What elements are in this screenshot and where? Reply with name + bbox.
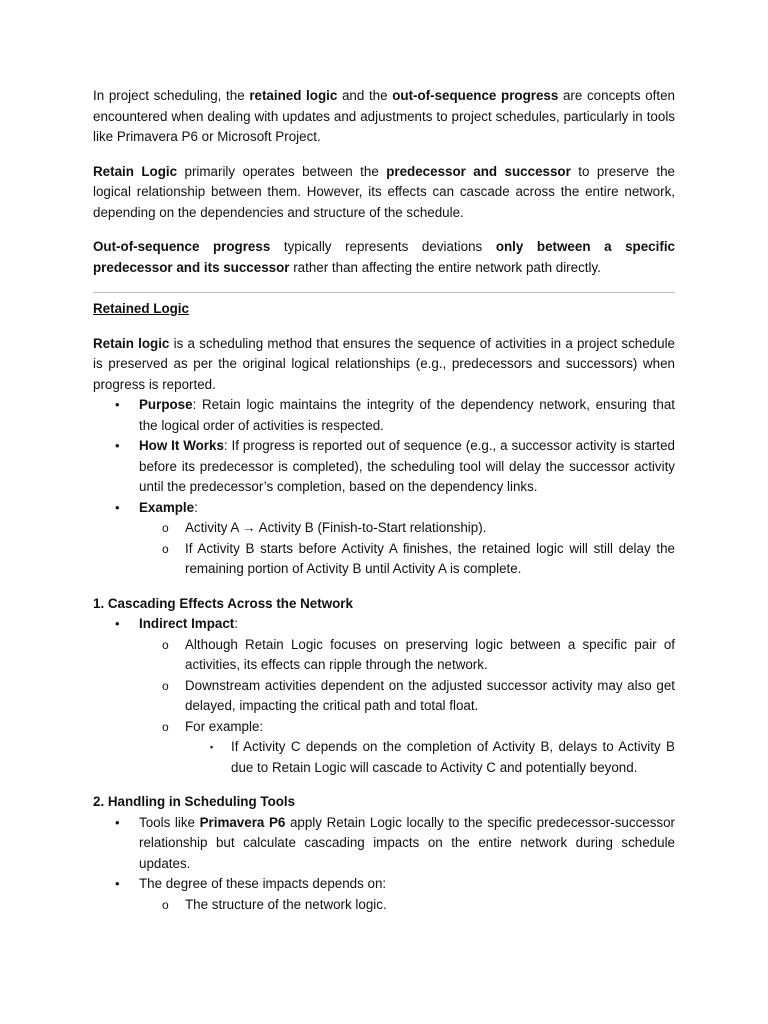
intro-paragraph-3 xyxy=(93,237,675,278)
sub-list-item xyxy=(139,518,675,539)
bold-term: Example xyxy=(139,499,195,515)
text-run: : Retain logic maintains the integrity of the dependency network, ensuring that the logical order of activities is respected. xyxy=(139,397,675,433)
text-run: primarily operates between the xyxy=(177,163,387,179)
section-heading-retained-logic: Retained Logic xyxy=(93,301,189,316)
bold-term: only between a specific predecessor and its successor xyxy=(93,239,675,275)
text-run: apply Retain Logic locally to the specific predecessor-successor relationship but calculate cascading impacts on the entire network during schedule updates. xyxy=(139,814,676,871)
sub-list-item xyxy=(139,676,675,717)
circle-bullet-icon: o xyxy=(162,678,169,693)
intro-paragraph-2 xyxy=(93,162,675,224)
text-run: If Activity B starts before Activity A finishes, the retained logic will still delay the remaining portion of Activity B until Activity A is complete. xyxy=(185,540,675,576)
text-run: typically represents deviations xyxy=(270,239,496,254)
list-item-purpose xyxy=(93,395,675,436)
text-run: : xyxy=(234,616,238,631)
sub-list-item xyxy=(139,895,675,916)
text-run: and the xyxy=(337,88,393,103)
bold-term: Primavera P6 xyxy=(199,814,286,830)
square-bullet-icon: ▪ xyxy=(210,742,214,752)
horizontal-divider xyxy=(93,292,675,293)
text-run: to preserve the logical relationship between them. However, its effects can cascade across the entire network, depending on the dependencies and structure of the schedule. xyxy=(93,163,676,220)
text-run: In project scheduling, the xyxy=(93,88,250,103)
circle-bullet-icon: o xyxy=(162,637,169,652)
circle-bullet-icon: o xyxy=(162,719,169,734)
bullet-icon: • xyxy=(115,876,120,891)
text-run: If Activity C depends on the completion of Activity B, delays to Activity B due to Retain Logic will cascade to Activity C and potentially beyond. xyxy=(231,739,675,775)
degree-sublist xyxy=(139,895,675,916)
text-run: Although Retain Logic focuses on preserving logic between a specific pair of activities, its effects can ripple through the network. xyxy=(185,636,675,672)
bullet-icon: • xyxy=(115,397,120,412)
handling-list xyxy=(93,813,675,916)
bold-term: Indirect Impact xyxy=(139,616,235,631)
document-page xyxy=(93,86,675,915)
list-item-degree xyxy=(93,874,675,915)
text-run: The structure of the network logic. xyxy=(185,896,387,912)
intro-paragraph-1 xyxy=(93,86,675,148)
for-example-sublist xyxy=(185,737,675,778)
circle-bullet-icon: o xyxy=(162,897,169,912)
cascading-list xyxy=(93,614,675,778)
bold-term: predecessor and successor xyxy=(386,163,571,179)
bullet-icon: • xyxy=(115,438,120,453)
bold-term: Purpose xyxy=(139,397,193,412)
text-run: : xyxy=(194,499,198,515)
sub-list-item xyxy=(139,539,675,580)
sub-sub-list-item xyxy=(185,737,675,778)
bullet-icon: • xyxy=(115,814,120,830)
section-heading-cascading-effects: 1. Cascading Effects Across the Network xyxy=(93,595,353,611)
text-run: rather than affecting the entire network path directly. xyxy=(289,259,601,275)
section-heading-handling-tools: 2. Handling in Scheduling Tools xyxy=(93,794,296,809)
retained-logic-list xyxy=(93,395,675,580)
circle-bullet-icon: o xyxy=(162,541,169,556)
indirect-impact-sublist xyxy=(139,635,675,779)
text-run: The degree of these impacts depends on: xyxy=(139,876,387,891)
bold-term: out-of-sequence progress xyxy=(392,88,559,103)
circle-bullet-icon: o xyxy=(162,521,169,535)
text-run: is a scheduling method that ensures the sequence of activities in a project schedule is preserved as per the original logical relationships (e.g., predecessors and successors) when progress is reported. xyxy=(93,335,675,392)
text-run: Tools like xyxy=(139,814,200,830)
text-run: : If progress is reported out of sequence (e.g., a successor activity is started before its predecessor is completed), the scheduling tool will delay the successor activity until the predecessor’s completion, based on the dependency links. xyxy=(139,438,675,494)
bold-term: Out-of-sequence progress xyxy=(93,239,271,254)
bold-term: Retain logic xyxy=(93,335,170,351)
bold-term: How It Works xyxy=(139,438,224,453)
text-run: Activity A → Activity B (Finish-to-Start relationship). xyxy=(185,520,487,535)
bold-term: retained logic xyxy=(249,88,338,103)
sub-list-item xyxy=(139,717,675,779)
bullet-icon: • xyxy=(115,499,120,515)
list-item-example xyxy=(93,498,675,580)
bold-term: Retain Logic xyxy=(93,163,178,179)
example-sublist xyxy=(139,518,675,580)
list-item-indirect-impact xyxy=(93,614,675,778)
list-item-primavera xyxy=(93,813,675,875)
text-run: For example: xyxy=(185,718,264,734)
bullet-icon: • xyxy=(115,616,120,631)
list-item-how-it-works xyxy=(93,436,675,498)
text-run: Downstream activities dependent on the adjusted successor activity may also get delayed, impacting the critical path and total float. xyxy=(185,677,675,713)
retained-logic-definition xyxy=(93,334,675,396)
text-run: are concepts often encountered when dealing with updates and adjustments to project schedules, particularly in tools like Primavera P6 or Microsoft Project. xyxy=(93,88,675,144)
sub-list-item xyxy=(139,635,675,676)
